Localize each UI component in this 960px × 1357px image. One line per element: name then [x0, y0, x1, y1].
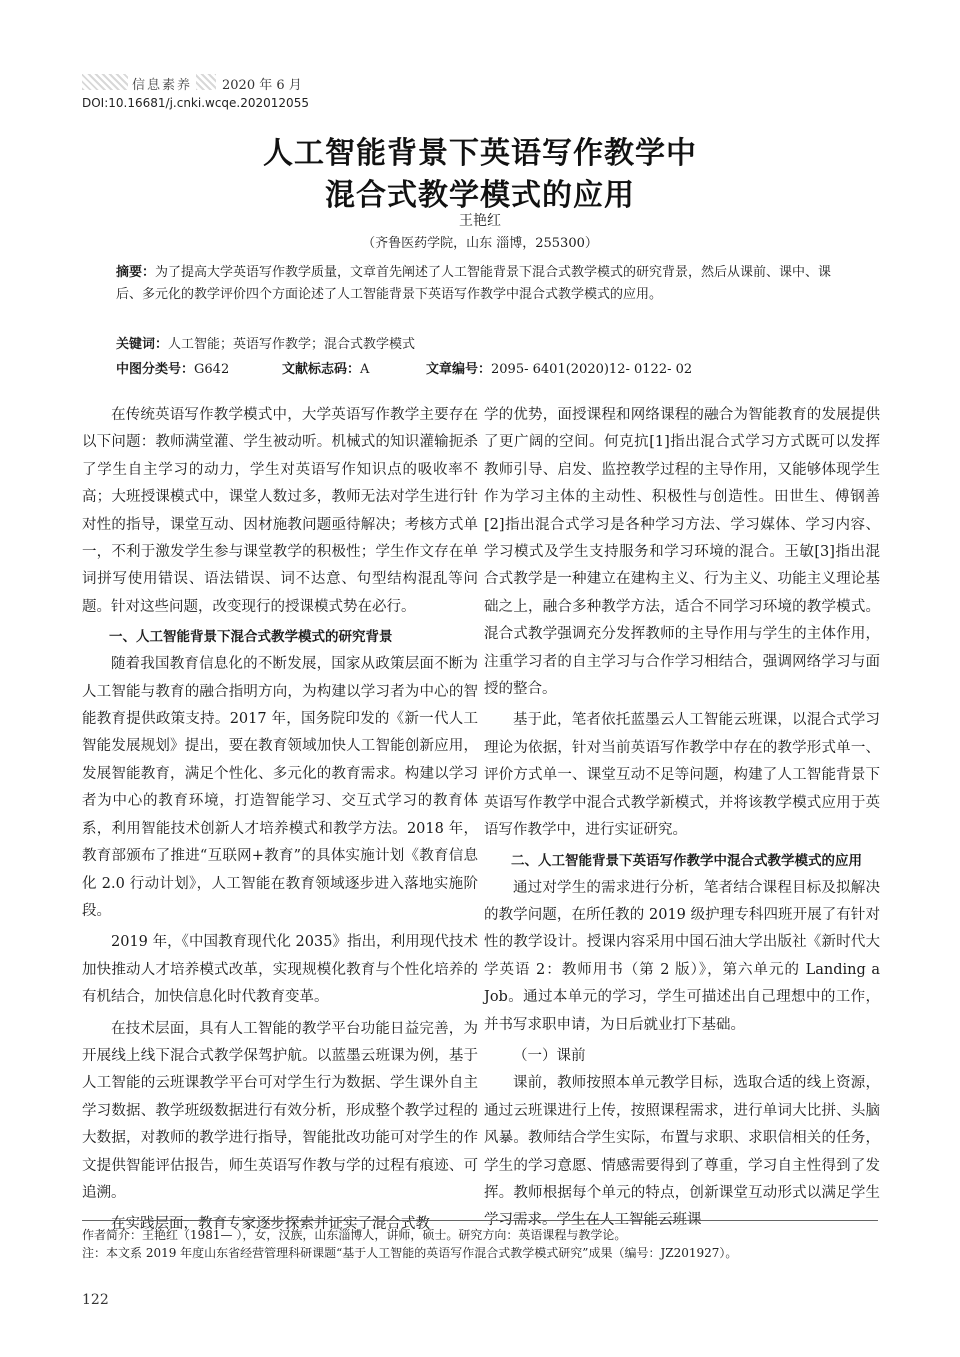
section-heading-1: 一、人工智能背景下混合式教学模式的研究背景	[109, 629, 393, 646]
journal-name: 信息素养	[128, 74, 196, 93]
paragraph: 在传统英语写作教学模式中，大学英语写作教学主要存在以下问题：教师满堂灌、学生被动听。机械式的知识灌输扼杀了学生自主学习的动力，学生对英语写作知识点的吸收率不高；大班授课模式中，课堂人数过多，教师无法对学生进行针对性的指导，课堂互动、因材施教问题亟待解决；考核方式单一，不利于激发学生参与课堂教学的积极性；学生作文存在单词拼写使用错误、语法错误、词不达意、句型结构混乱等问题。针对这些问题，改变现行的授课模式势在必行。	[82, 407, 478, 615]
paragraph: 2019 年，《中国教育现代化 2035》指出，利用现代技术加快推动人才培养模式改革，实现规模化教育与个性化培养的有机结合，加快信息化时代教育变革。	[82, 934, 478, 1006]
paragraph: 基于此，笔者依托蓝墨云人工智能云班课，以混合式学习理论为依据，针对当前英语写作教学中存在的教学形式单一、评价方式单一、课堂互动不足等问题，构建了人工智能背景下英语写作教学中混合式教学新模式，并将该教学模式应用于英语写作教学中，进行实证研究。	[484, 712, 880, 839]
paragraph: 随着我国教育信息化的不断发展，国家从政策层面不断为人工智能与教育的融合指明方向，为构建以学习者为中心的智能教育提供政策支持。2017 年，国务院印发的《新一代人工智能发展规划》提出，要在教育领域加快人工智能创新应用，发展智能教育，满足个性化、多元化的教育需求。构建以学习者为中心的教育环境，打造智能学习、交互式学习的教育体系，利用智能技术创新人才培养模式和教学方法。2018 年，教育部颁布了推进“互联网+教育”的具体实施计划《教育信息化 2.0 行动计划》，人工智能在教育领域逐步进入落地实施阶段。	[82, 656, 478, 919]
document-code-label: 文献标志码：	[282, 362, 361, 377]
classification-value: G642	[194, 362, 230, 377]
article-title-line-2: 混合式教学模式的应用	[325, 178, 635, 213]
footnote-author-bio: 作者简介：王艳红（1981— ），女，汉族，山东淄博人，讲师，硕士。研究方向：英语课程与教学论。	[82, 1228, 627, 1242]
paragraph: 在实践层面，教育专家逐步探索并证实了混合式教	[111, 1216, 430, 1233]
author-name: 王艳红	[459, 213, 501, 229]
classification-label: 中图分类号：	[116, 362, 195, 377]
document-code	[282, 358, 369, 377]
subsection-heading: （一）课前	[513, 1047, 586, 1064]
paragraph: 通过对学生的需求进行分析，笔者结合课程目标及拟解决的教学问题，在所任教的 2019 级护理专科四班开展了有针对性的教学设计。授课内容采用中国石油大学出版社《新时代大学英语 2：教师用书（第 2 版）》，第六单元的 Landing a Job。通过本单元的学习，学生可描述出自己理想中的工作，并书写求职申请，为日后就业打下基础。	[484, 879, 880, 1033]
keywords-text: 人工智能；英语写作教学；混合式教学模式	[168, 337, 416, 352]
doi: DOI:10.16681/j.cnki.wcqe.202012055	[82, 96, 309, 110]
issue-date: 2020 年 6 月	[222, 78, 302, 93]
keywords	[116, 334, 856, 356]
author-affiliation: （齐鲁医药学院，山东 淄博，255300）	[362, 236, 598, 251]
body-column-left	[82, 402, 478, 1243]
document-code-value: A	[360, 362, 370, 377]
article-id	[426, 358, 692, 377]
footnote-divider	[82, 1220, 878, 1221]
footnote-fund-note: 注：本文系 2019 年度山东省经营管理科研课题“基于人工智能的英语写作混合式教学模式研究”成果（编号：JZ201927）。	[82, 1246, 738, 1260]
paragraph: 学的优势，面授课程和网络课程的融合为智能教育的发展提供了更广阔的空间。何克抗[1]指出混合式学习方式既可以发挥教师引导、启发、监控教学过程的主导作用，又能够体现学生作为学习主体的主动性、积极性与创造性。田世生、傅钢善[2]指出混合式学习是各种学习方法、学习媒体、学习内容、学习模式及学生支持服务和学习环境的混合。王敏[3]指出混合式教学是一种建立在建构主义、行为主义、功能主义理论基础之上，融合多种教学方法，适合不同学习环境的教学模式。混合式教学强调充分发挥教师的主导作用与学生的主体作用，注重学习者的自主学习与合作学习相结合，强调网络学习与面授的整合。	[484, 407, 880, 698]
article-title-line-1: 人工智能背景下英语写作教学中	[263, 136, 697, 171]
paragraph: 课前，教师按照本单元教学目标，选取合适的线上资源，通过云班课进行上传，按照课程需求，进行单词大比拼、头脑风暴。教师结合学生实际，布置与求职、求职信相关的任务，学生的学习意愿、情感需要得到了尊重，学习自主性得到了发挥。教师根据每个单元的特点，创新课堂互动形式以满足学生学习需求。学生在人工智能云班课	[484, 1075, 880, 1229]
article-id-label: 文章编号：	[426, 362, 492, 377]
classification-number	[116, 358, 229, 377]
page-number: 122	[82, 1292, 109, 1308]
abstract	[116, 262, 856, 306]
body-column-right	[484, 402, 880, 1239]
abstract-text: 为了提高大学英语写作教学质量，文章首先阐述了人工智能背景下混合式教学模式的研究背景，然后从课前、课中、课后、多元化的教学评价四个方面论述了人工智能背景下英语写作教学中混合式教学模式的应用。	[116, 265, 832, 302]
keywords-label: 关键词：	[116, 337, 169, 352]
abstract-label: 摘要：	[116, 265, 156, 280]
section-heading-2: 二、人工智能背景下英语写作教学中混合式教学模式的应用	[511, 852, 862, 869]
article-id-value: 2095- 6401(2020)12- 0122- 02	[491, 362, 693, 377]
paragraph: 在技术层面，具有人工智能的教学平台功能日益完善，为开展线上线下混合式教学保驾护航。以蓝墨云班课为例，基于人工智能的云班课教学平台可对学生行为数据、学生课外自主学习数据、教学班级数据进行有效分析，形成整个教学过程的大数据，对教师的教学进行指导，智能批改功能可对学生的作文提供智能评估报告，师生英语写作教与学的过程有痕迹、可追溯。	[82, 1020, 478, 1201]
